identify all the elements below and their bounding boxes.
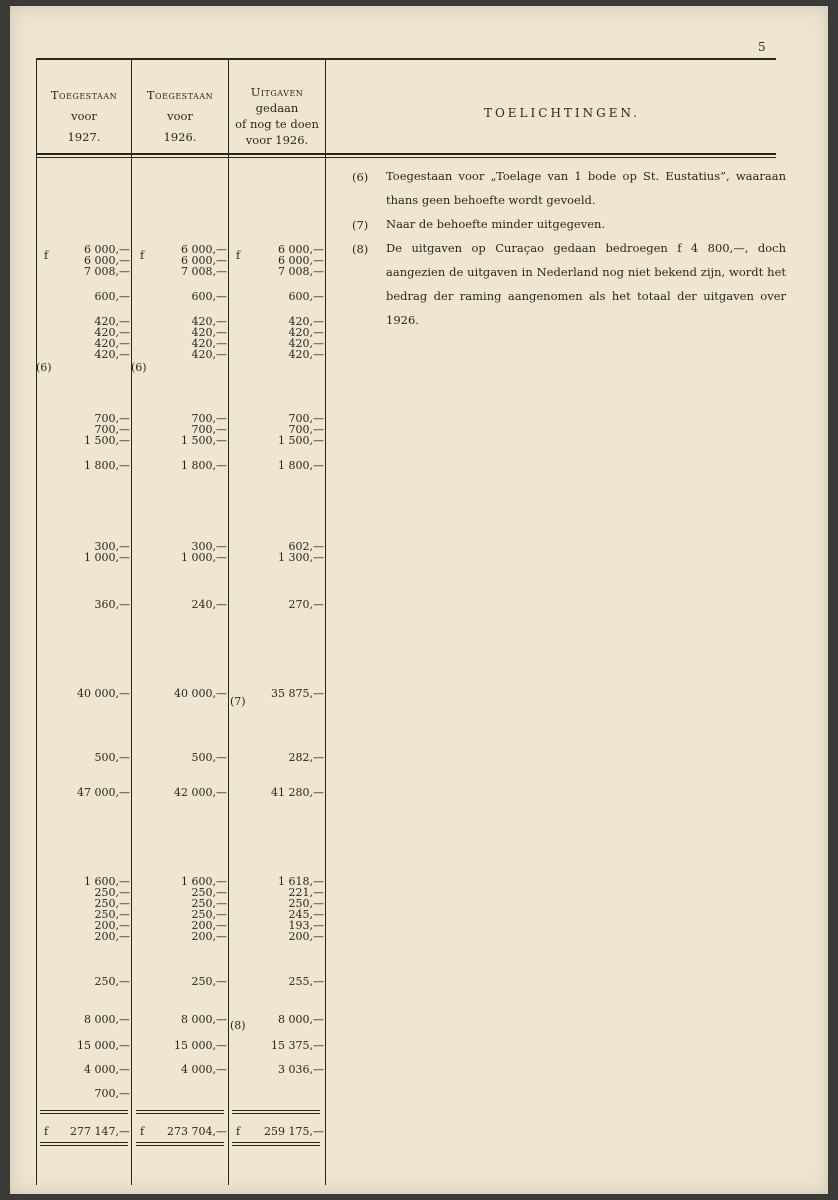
header-col2-line3: 1926. <box>163 129 197 144</box>
table-cell: 8 000,— <box>278 1013 324 1026</box>
table-cell: 7 008,— <box>181 265 227 278</box>
table-cell: 200,— <box>288 930 324 943</box>
header-col3-title: Uitgaven <box>250 85 304 99</box>
table-cell: 6 000,— <box>181 254 227 267</box>
header-col3-line3: of nog te doen <box>235 117 319 131</box>
table-cell: 250,— <box>94 908 130 921</box>
table-cell: 1 618,— <box>278 875 324 888</box>
footnote-ref-6-col1: (6) <box>36 361 52 374</box>
table-cell: 6 000,— <box>84 254 130 267</box>
table-cell: 3 036,— <box>278 1063 324 1076</box>
note-6-text: Toegestaan voor „Toelage van 1 bode op St. Eustatius”, waaraan thans geen behoefte wordt gevoeld. <box>386 169 786 207</box>
table-cell: 1 800,— <box>84 459 130 472</box>
total-col2: 273 704,— <box>167 1125 227 1138</box>
table-cell: 7 008,— <box>84 265 130 278</box>
table-cell: 240,— <box>191 598 227 611</box>
table-cell: 7 008,— <box>278 265 324 278</box>
top-rule <box>36 58 776 60</box>
total-currency-col2: f <box>140 1125 145 1138</box>
document-page <box>10 6 828 1194</box>
footnote-ref-6-col2: (6) <box>131 361 147 374</box>
table-cell: 700,— <box>94 1087 130 1100</box>
table-cell: 602,— <box>288 540 324 553</box>
table-cell: 40 000,— <box>174 687 227 700</box>
table-cell: 8 000,— <box>181 1013 227 1026</box>
table-cell: 4 000,— <box>84 1063 130 1076</box>
table-cell: 1 500,— <box>84 434 130 447</box>
table-cell: 1 600,— <box>181 875 227 888</box>
table-cell: 245,— <box>288 908 324 921</box>
bottom-rule-col1b <box>40 1145 128 1146</box>
table-cell: 193,— <box>288 919 324 932</box>
table-cell: 250,— <box>191 897 227 910</box>
table-cell: 200,— <box>94 919 130 932</box>
table-cell: 1 300,— <box>278 551 324 564</box>
table-cell: 420,— <box>94 326 130 339</box>
table-cell: 420,— <box>288 315 324 328</box>
total-rule-top-col2 <box>136 1110 224 1111</box>
total-rule-top-col1 <box>40 1110 128 1111</box>
header-col1-line2: voor <box>71 108 97 123</box>
table-cell: 1 500,— <box>278 434 324 447</box>
header-col3-line2: gedaan <box>255 101 299 115</box>
table-cell: 6 000,— <box>181 243 227 256</box>
table-cell: 600,— <box>191 290 227 303</box>
table-cell: 40 000,— <box>77 687 130 700</box>
header-col3-line4: voor 1926. <box>245 133 309 147</box>
table-cell: 1 000,— <box>181 551 227 564</box>
table-cell: 6 000,— <box>278 254 324 267</box>
table-cell: 600,— <box>94 290 130 303</box>
table-cell: 250,— <box>288 897 324 910</box>
note-7-number: (7) <box>352 218 369 232</box>
table-cell: 250,— <box>191 908 227 921</box>
table-cell: 420,— <box>191 348 227 361</box>
table-cell: 6 000,— <box>84 243 130 256</box>
table-cell: 221,— <box>288 886 324 899</box>
table-cell: 300,— <box>94 540 130 553</box>
header-col2-line2: voor <box>167 108 193 123</box>
table-cell: 600,— <box>288 290 324 303</box>
table-cell: 250,— <box>94 886 130 899</box>
table-cell: 200,— <box>94 930 130 943</box>
table-cell: 4 000,— <box>181 1063 227 1076</box>
table-cell: 420,— <box>94 337 130 350</box>
table-cell: 700,— <box>288 412 324 425</box>
table-cell: 1 800,— <box>278 459 324 472</box>
toelichtingen-title: TOELICHTINGEN. <box>483 106 641 120</box>
table-cell: 255,— <box>288 975 324 988</box>
table-cell: 500,— <box>94 751 130 764</box>
table-cell: 250,— <box>94 975 130 988</box>
header-col1-title: Toegestaan <box>50 87 118 102</box>
table-cell: 500,— <box>191 751 227 764</box>
table-cell: 250,— <box>191 886 227 899</box>
table-cell: 420,— <box>191 315 227 328</box>
table-cell: 420,— <box>288 348 324 361</box>
table-cell: 700,— <box>94 412 130 425</box>
page-number: 5 <box>758 40 766 54</box>
table-cell: 250,— <box>94 897 130 910</box>
table-cell: 6 000,— <box>278 243 324 256</box>
table-cell: 282,— <box>288 751 324 764</box>
column-divider-3 <box>228 59 229 1185</box>
table-cell: 420,— <box>288 337 324 350</box>
table-cell: 300,— <box>191 540 227 553</box>
column-divider-4 <box>325 59 326 1185</box>
table-cell: 420,— <box>191 326 227 339</box>
table-cell: 700,— <box>191 412 227 425</box>
table-cell: 8 000,— <box>84 1013 130 1026</box>
note-8-text: De uitgaven op Curaçao gedaan bedroegen f 4 800,—, doch aangezien de uitgaven in Nederland nog niet bekend zijn, wordt het bedrag der raming aangenomen als het totaal der uitgaven over 1926. <box>386 241 786 327</box>
table-cell: 41 280,— <box>271 786 324 799</box>
table-cell: 700,— <box>94 423 130 436</box>
table-cell: 270,— <box>288 598 324 611</box>
table-cell: 420,— <box>94 315 130 328</box>
currency-marker-col2: f <box>140 249 145 262</box>
column-divider-1 <box>36 59 37 1185</box>
total-currency-col1: f <box>44 1125 49 1138</box>
total-rule-top-col2b <box>136 1113 224 1114</box>
total-rule-top-col1b <box>40 1113 128 1114</box>
note-6-number: (6) <box>352 170 369 184</box>
bottom-rule-col1 <box>40 1142 128 1143</box>
table-cell: 1 600,— <box>84 875 130 888</box>
total-col1: 277 147,— <box>70 1125 130 1138</box>
header-col2-title: Toegestaan <box>146 87 214 102</box>
bottom-rule-col3b <box>232 1145 320 1146</box>
column-divider-2 <box>131 59 132 1185</box>
footnote-ref-8: (8) <box>230 1019 246 1032</box>
table-cell: 15 000,— <box>77 1039 130 1052</box>
table-cell: 250,— <box>191 975 227 988</box>
table-cell: 700,— <box>288 423 324 436</box>
table-cell: 200,— <box>191 930 227 943</box>
bottom-rule-col2b <box>136 1145 224 1146</box>
table-cell: 1 500,— <box>181 434 227 447</box>
table-cell: 420,— <box>191 337 227 350</box>
table-cell: 47 000,— <box>77 786 130 799</box>
total-rule-top-col3b <box>232 1113 320 1114</box>
footnote-ref-7: (7) <box>230 695 246 708</box>
currency-marker-col3: f <box>236 249 241 262</box>
header-col1-line3: 1927. <box>67 129 101 144</box>
bottom-rule-col2 <box>136 1142 224 1143</box>
header-col1 <box>37 72 131 160</box>
table-cell: 1 800,— <box>181 459 227 472</box>
table-cell: 35 875,— <box>271 687 324 700</box>
table-cell: 15 375,— <box>271 1039 324 1052</box>
table-cell: 42 000,— <box>174 786 227 799</box>
header-col3 <box>229 72 325 160</box>
total-rule-top-col3 <box>232 1110 320 1111</box>
table-cell: 420,— <box>94 348 130 361</box>
header-col2 <box>132 72 228 160</box>
note-7-text: Naar de behoefte minder uitgegeven. <box>386 217 606 231</box>
table-cell: 200,— <box>191 919 227 932</box>
table-cell: 1 000,— <box>84 551 130 564</box>
currency-marker-col1: f <box>44 249 49 262</box>
table-cell: 420,— <box>288 326 324 339</box>
total-currency-col3: f <box>236 1125 241 1138</box>
table-cell: 360,— <box>94 598 130 611</box>
total-col3: 259 175,— <box>264 1125 324 1138</box>
table-cell: 700,— <box>191 423 227 436</box>
bottom-rule-col3 <box>232 1142 320 1143</box>
table-cell: 15 000,— <box>174 1039 227 1052</box>
note-8-number: (8) <box>352 242 369 256</box>
